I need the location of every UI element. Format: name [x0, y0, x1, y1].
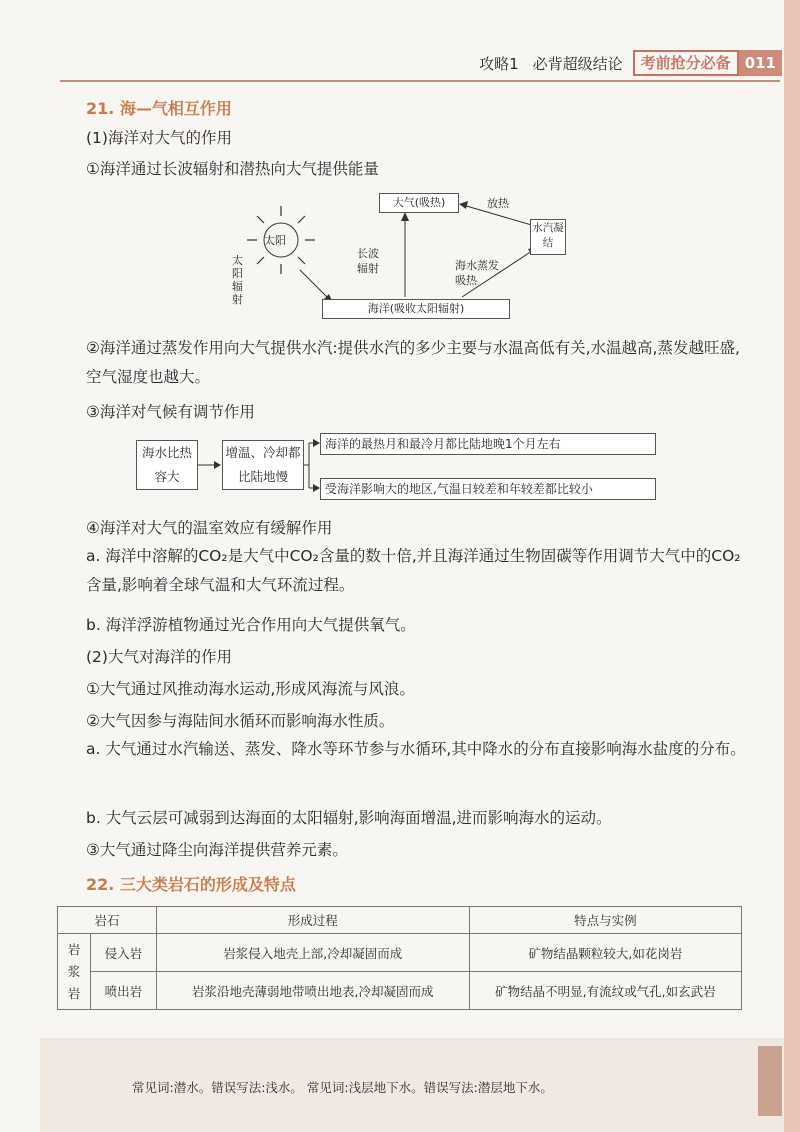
point-2: ②海洋通过蒸发作用向大气提供水汽:提供水汽的多少主要与水温高低有关,水温越高,蒸发越旺盛,空气湿度也越大。	[86, 339, 740, 386]
chapter-label: 攻略1	[479, 54, 519, 73]
release-heat-label: 放热	[487, 197, 509, 210]
vapor-condensation-box: 水汽凝结	[530, 219, 566, 255]
ocean-box: 海洋(吸收太阳辐射)	[322, 299, 510, 319]
rock-name: 侵入岩	[91, 934, 157, 972]
flow-box-month-lag: 海洋的最热月和最冷月都比陆地晚1个月左右	[320, 433, 656, 455]
part-2-heading: (2)大气对海洋的作用	[86, 648, 232, 666]
point-q1: ①大气通过风推动海水运动,形成风海流与风浪。	[86, 680, 415, 698]
point-4: ④海洋对大气的温室效应有缓解作用	[86, 519, 333, 537]
magmatic-rock-group: 岩浆岩	[58, 934, 91, 1010]
longwave-label: 长波辐射	[357, 247, 379, 275]
point-q3: ③大气通过降尘向海洋提供营养元素。	[86, 841, 348, 859]
sun-label: 太阳	[264, 234, 286, 247]
rock-feature: 矿物结晶颗粒较大,如花岗岩	[469, 934, 741, 972]
table-header-row	[58, 907, 742, 934]
rock-name: 喷出岩	[91, 972, 157, 1010]
table-row	[58, 972, 742, 1010]
chapter-subtitle: 必背超级结论	[532, 54, 623, 73]
flow-box-slow-change: 增温、冷却都比陆地慢	[222, 440, 304, 490]
rock-table	[57, 906, 742, 1010]
section-22-title: 22. 三大类岩石的形成及特点	[86, 875, 296, 894]
section-21-title: 21. 海—气相互作用	[86, 99, 232, 118]
sun-radiation-label: 太阳辐射	[232, 254, 243, 306]
rock-process: 岩浆沿地壳薄弱地带喷出地表,冷却凝固而成	[156, 972, 469, 1010]
atmosphere-box: 大气(吸热)	[379, 193, 459, 213]
part-1-heading: (1)海洋对大气的作用	[86, 129, 232, 147]
point-q2a: a. 大气通过水汽输送、蒸发、降水等环节参与水循环,其中降水的分布直接影响海水盐度的分布。	[86, 740, 746, 758]
flow-box-temp-range: 受海洋影响大的地区,气温日较差和年较差都比较小	[320, 478, 656, 500]
point-3: ③海洋对气候有调节作用	[86, 403, 255, 421]
section-badge: 考前抢分必备	[633, 50, 739, 76]
flow-box-heat-capacity: 海水比热容大	[136, 440, 198, 490]
page-number: 011	[739, 50, 782, 76]
footer-note: 常见词:潜水。错误写法:浅水。 常见词:浅层地下水。错误写法:潜层地下水。	[132, 1080, 553, 1095]
point-4a: a. 海洋中溶解的CO₂是大气中CO₂含量的数十倍,并且海洋通过生物固碳等作用调节大气中的CO₂含量,影响着全球气温和大气环流过程。	[86, 547, 741, 594]
evaporation-label: 海水蒸发吸热	[455, 259, 499, 287]
table-header: 特点与实例	[469, 907, 741, 934]
table-row	[58, 934, 742, 972]
point-q2: ②大气因参与海陆间水循环而影响海水性质。	[86, 712, 395, 730]
footer-tab	[758, 1046, 782, 1116]
table-header: 岩石	[58, 907, 157, 934]
rock-feature: 矿物结晶不明显,有流纹或气孔,如玄武岩	[469, 972, 741, 1010]
point-q2b: b. 大气云层可减弱到达海面的太阳辐射,影响海面增温,进而影响海水的运动。	[86, 809, 612, 827]
point-1: ①海洋通过长波辐射和潜热向大气提供能量	[86, 160, 379, 178]
rock-process: 岩浆侵入地壳上部,冷却凝固而成	[156, 934, 469, 972]
table-header: 形成过程	[156, 907, 469, 934]
point-4b: b. 海洋浮游植物通过光合作用向大气提供氧气。	[86, 616, 416, 634]
